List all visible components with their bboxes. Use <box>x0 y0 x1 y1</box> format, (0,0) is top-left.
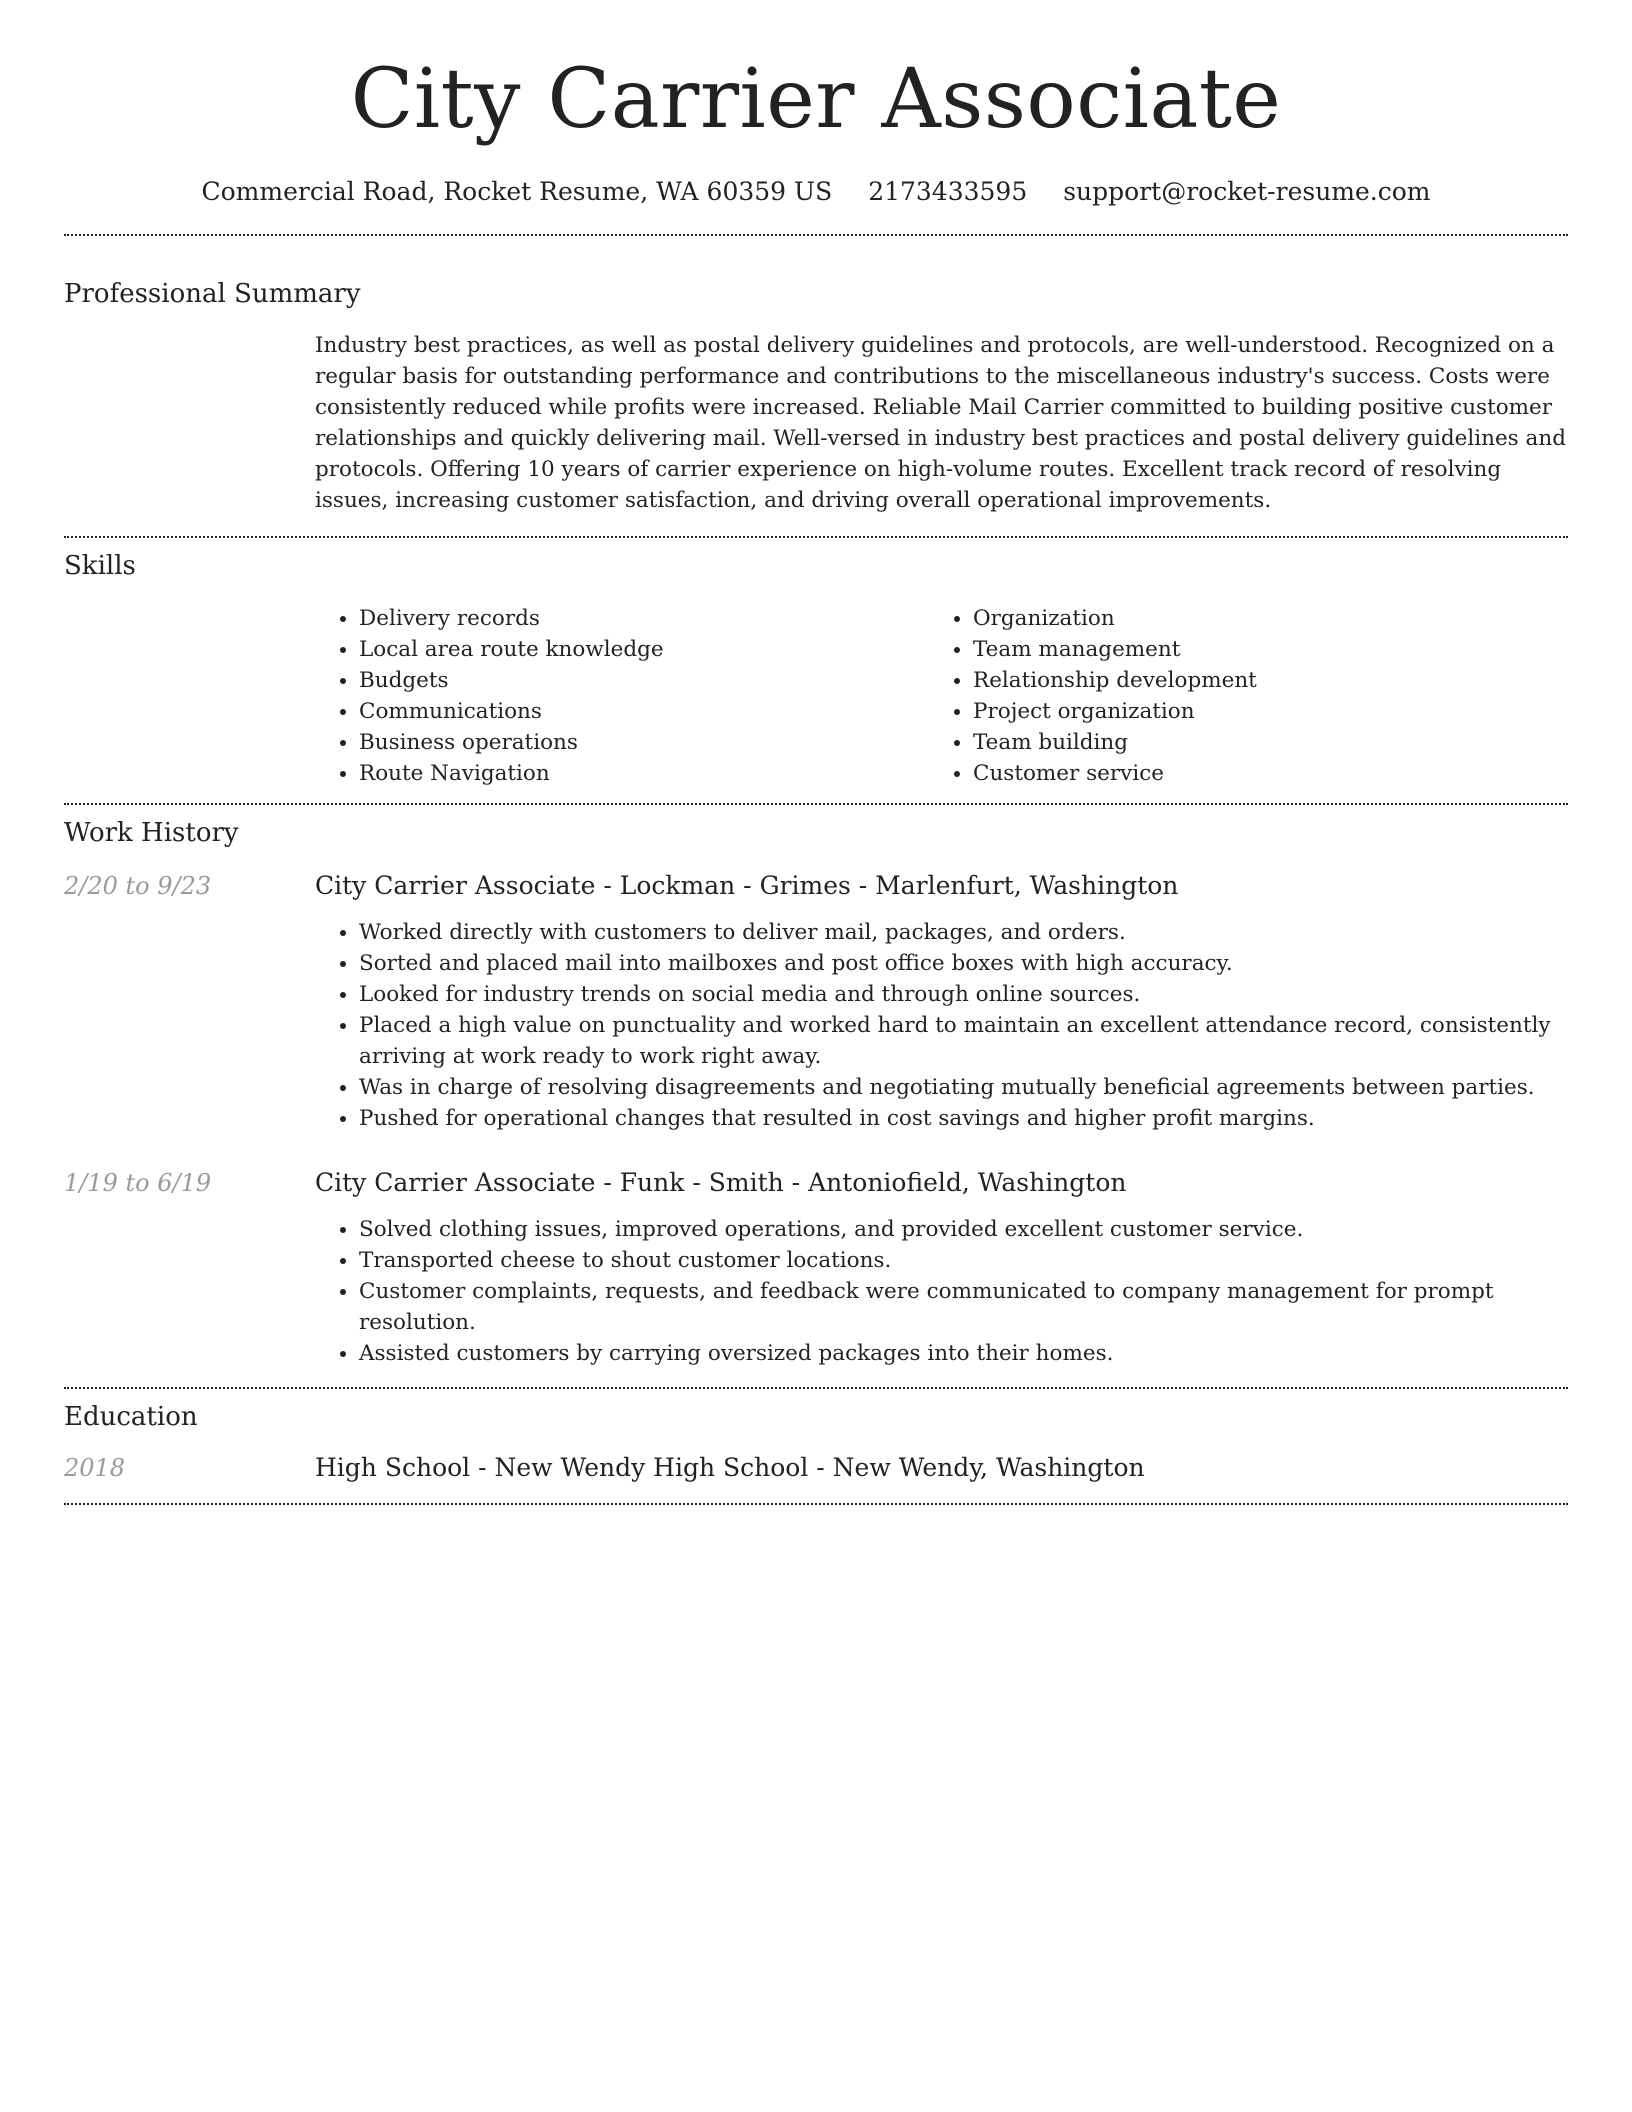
list-item: • Project organization <box>973 696 1543 727</box>
list-item: • Team management <box>973 634 1543 665</box>
list-item: • Relationship development <box>973 665 1543 696</box>
list-item: • Budgets <box>359 665 929 696</box>
education-title: Education <box>64 1402 198 1432</box>
contact-email: support@rocket-resume.com <box>1063 177 1431 206</box>
contact-line <box>64 176 1568 208</box>
list-item: • Worked directly with customers to deliver mail, packages, and orders. <box>359 917 1568 948</box>
work-history-title: Work History <box>64 818 239 848</box>
skills-title: Skills <box>64 551 136 581</box>
job-heading: City Carrier Associate - Funk - Smith - Antoniofield, Washington <box>315 1168 1127 1197</box>
contact-address: Commercial Road, Rocket Resume, WA 60359 US <box>201 177 833 206</box>
summary-divider <box>64 536 1568 538</box>
job-entry <box>64 869 1568 1134</box>
list-item: • Placed a high value on punctuality and worked hard to maintain an excellent attendance record, consistently arriving at work ready to work right away. <box>359 1010 1568 1072</box>
header-divider <box>64 234 1568 236</box>
education-heading: High School - New Wendy High School - New Wendy, Washington <box>315 1453 1145 1482</box>
skills-divider <box>64 803 1568 805</box>
list-item: • Transported cheese to shout customer locations. <box>359 1245 1568 1276</box>
list-item: • Solved clothing issues, improved operations, and provided excellent customer service. <box>359 1214 1568 1245</box>
summary-section <box>64 277 1568 536</box>
job-heading: City Carrier Associate - Lockman - Grimes - Marlenfurt, Washington <box>315 871 1179 900</box>
contact-phone: 2173433595 <box>868 177 1028 206</box>
education-section <box>64 1400 1568 1485</box>
work-history-section <box>64 816 1568 1387</box>
skills-list-left <box>315 603 929 789</box>
list-item: • Pushed for operational changes that resulted in cost savings and higher profit margins. <box>359 1103 1568 1134</box>
list-item: • Team building <box>973 727 1543 758</box>
education-entry <box>64 1451 1568 1485</box>
work-divider <box>64 1387 1568 1389</box>
list-item: • Communications <box>359 696 929 727</box>
list-item: • Delivery records <box>359 603 929 634</box>
list-item: • Local area route knowledge <box>359 634 929 665</box>
list-item: • Assisted customers by carrying oversized packages into their homes. <box>359 1338 1568 1369</box>
list-item: • Sorted and placed mail into mailboxes and post office boxes with high accuracy. <box>359 948 1568 979</box>
job-date: 2/20 to 9/23 <box>64 872 212 900</box>
summary-title: Professional Summary <box>64 279 361 309</box>
education-date: 2018 <box>64 1454 126 1482</box>
job-bullets <box>315 1214 1568 1369</box>
list-item: • Organization <box>973 603 1543 634</box>
job-date: 1/19 to 6/19 <box>64 1169 212 1197</box>
list-item: • Was in charge of resolving disagreements and negotiating mutually beneficial agreements between parties. <box>359 1072 1568 1103</box>
job-bullets <box>315 917 1568 1134</box>
candidate-name: City Carrier Associate <box>350 52 1282 147</box>
resume-header <box>64 0 1568 208</box>
education-divider <box>64 1503 1568 1505</box>
job-entry <box>64 1166 1568 1369</box>
list-item: • Business operations <box>359 727 929 758</box>
summary-text: Industry best practices, as well as postal delivery guidelines and protocols, are well-understood. Recognized on a regular basis for outstanding performance and contributions to the miscellaneous industry's success. Costs were consistently reduced while profits were increased. Reliable Mail Carrier committed to building positive customer relationships and quickly delivering mail. Well-versed in industry best practices and postal delivery guidelines and protocols. Offering 10 years of carrier experience on high-volume routes. Excellent track record of resolving issues, increasing customer satisfaction, and driving overall operational improvements. <box>315 333 1566 513</box>
list-item: • Route Navigation <box>359 758 929 789</box>
list-item: • Looked for industry trends on social media and through online sources. <box>359 979 1568 1010</box>
list-item: • Customer complaints, requests, and feedback were communicated to company management for prompt resolution. <box>359 1276 1568 1338</box>
skills-list-right <box>929 603 1543 789</box>
list-item: • Customer service <box>973 758 1543 789</box>
skills-section <box>64 549 1568 789</box>
